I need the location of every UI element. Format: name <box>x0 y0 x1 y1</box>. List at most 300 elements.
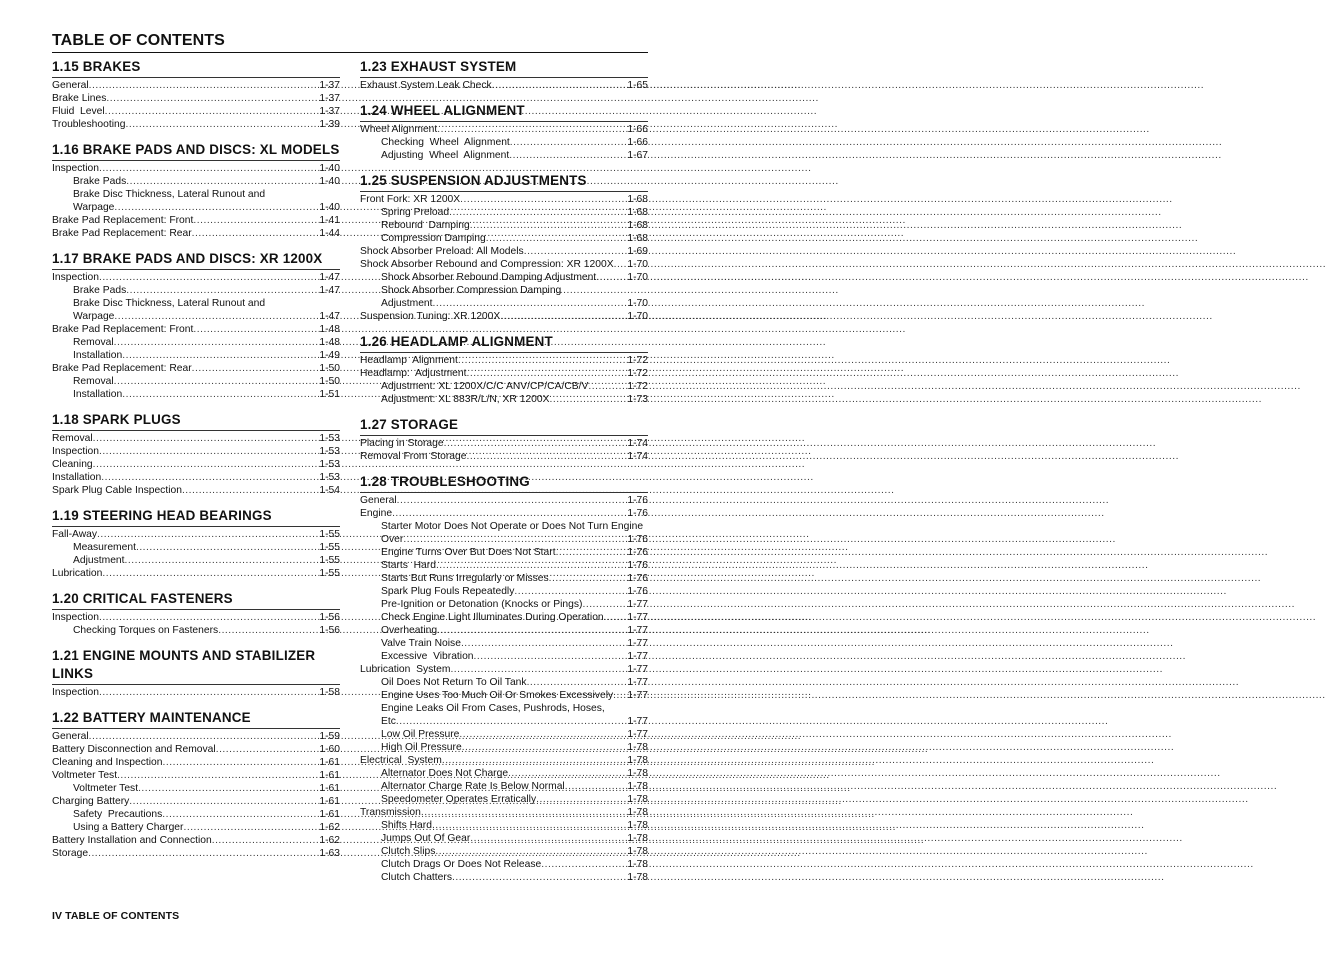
entry-text: Low Oil Pressure <box>381 729 460 740</box>
entry-text: Engine Uses Too Much Oil Or Smokes Excessively <box>381 690 614 701</box>
toc-subentry[interactable] <box>360 585 648 598</box>
toc-subentry[interactable] <box>360 624 648 637</box>
toc-entry[interactable] <box>52 323 340 336</box>
dot-leader <box>460 193 627 206</box>
toc-subentry[interactable] <box>52 297 340 323</box>
dot-leader <box>549 572 628 585</box>
entry-text: Alternator Charge Rate Is Below Normal <box>381 781 565 792</box>
dot-leader <box>458 354 628 367</box>
entry-text: Inspection <box>52 163 99 174</box>
entry-text: Wheel Alignment <box>360 124 438 135</box>
dot-leader <box>462 741 628 754</box>
toc-entry[interactable] <box>360 754 648 767</box>
page-number: 1-68 <box>627 220 648 231</box>
toc-subentry[interactable] <box>360 637 648 650</box>
entry-text: Installation <box>73 350 123 361</box>
dot-leader <box>514 585 627 598</box>
entry-continuation <box>381 715 648 728</box>
toc-subentry[interactable] <box>52 388 340 401</box>
entry-text: Checking Torques on Fasteners <box>73 625 219 636</box>
entry-continuation <box>381 297 648 310</box>
toc-entry[interactable] <box>360 507 648 520</box>
toc-entry[interactable] <box>360 437 648 450</box>
toc-entry[interactable] <box>52 271 340 284</box>
toc-subentry[interactable] <box>360 767 648 780</box>
dot-leader <box>596 271 627 284</box>
toc-subentry[interactable] <box>360 136 648 149</box>
toc-section <box>360 172 648 323</box>
toc-subentry[interactable] <box>52 188 340 214</box>
page-number: 1-70 <box>627 311 648 322</box>
dot-leader <box>604 611 628 624</box>
entry-text: Excessive Vibration <box>381 651 474 662</box>
toc-entry[interactable] <box>360 367 648 380</box>
section-heading: 1.22 BATTERY MAINTENANCE <box>52 710 251 725</box>
toc-entry[interactable] <box>360 310 648 323</box>
dot-leader <box>392 507 627 520</box>
toc-entry[interactable] <box>360 123 648 136</box>
page-number: 1-56 <box>319 612 340 623</box>
entry-list <box>360 435 648 463</box>
entry-text: Valve Train Noise <box>381 638 461 649</box>
entry-text: General <box>360 495 397 506</box>
dot-leader <box>492 79 628 92</box>
entry-text: Fall-Away <box>52 529 98 540</box>
entry-text: Adjusting Wheel Alignment <box>381 150 510 161</box>
dot-leader <box>129 795 319 808</box>
toc-subentry[interactable] <box>360 676 648 689</box>
dot-leader <box>452 871 627 884</box>
page-number: 1-78 <box>627 820 648 831</box>
toc-subentry[interactable] <box>360 546 648 559</box>
toc-section <box>360 333 648 406</box>
entry-text: Installation <box>52 472 102 483</box>
page-number: 1-76 <box>627 586 648 597</box>
toc-subentry[interactable] <box>52 808 340 821</box>
toc-subentry[interactable] <box>360 284 648 310</box>
entry-text: Shock Absorber Compression Damping <box>381 285 562 296</box>
entry-text: Adjustment <box>73 555 125 566</box>
page-number: 1-39 <box>319 119 340 130</box>
toc-entry[interactable] <box>52 432 340 445</box>
entry-text: Battery Installation and Connection <box>52 835 212 846</box>
entry-text: Measurement <box>73 542 136 553</box>
toc-entry[interactable] <box>52 458 340 471</box>
toc-entry[interactable] <box>52 795 340 808</box>
dot-leader <box>396 715 628 728</box>
dot-leader <box>500 310 627 323</box>
toc-subentry[interactable] <box>360 149 648 162</box>
page-number: 1-37 <box>319 80 340 91</box>
page-number: 1-61 <box>319 783 340 794</box>
page-number: 1-73 <box>627 394 648 405</box>
entry-list <box>52 430 340 497</box>
toc-entry[interactable] <box>52 214 340 227</box>
page-number: 1-77 <box>627 729 648 740</box>
toc-entry[interactable] <box>52 756 340 769</box>
entry-text: Cleaning <box>52 459 93 470</box>
entry-text: General <box>52 731 89 742</box>
page-number: 1-66 <box>627 124 648 135</box>
toc-entry[interactable] <box>52 79 340 92</box>
page-number: 1-78 <box>627 833 648 844</box>
toc-entry[interactable] <box>360 258 648 271</box>
page-number: 1-44 <box>319 228 340 239</box>
entry-text: Starter Motor Does Not Operate or Does Not Turn Engine <box>381 521 644 532</box>
toc-entry[interactable] <box>52 769 340 782</box>
page-number: 1-63 <box>319 848 340 859</box>
entry-text: Inspection <box>52 446 99 457</box>
dot-leader <box>114 310 319 323</box>
toc-subentry[interactable] <box>360 572 648 585</box>
section-heading: 1.17 BRAKE PADS AND DISCS: XR 1200X <box>52 251 323 266</box>
page-number: 1-76 <box>627 560 648 571</box>
toc-subentry[interactable] <box>52 349 340 362</box>
toc-subentry[interactable] <box>360 380 648 393</box>
dot-leader <box>421 806 628 819</box>
toc-entry[interactable] <box>52 567 340 580</box>
toc-entry[interactable] <box>360 663 648 676</box>
toc-subentry[interactable] <box>360 650 648 663</box>
page-number: 1-61 <box>319 757 340 768</box>
toc-column-left <box>52 58 340 870</box>
entry-text: High Oil Pressure <box>381 742 462 753</box>
entry-text: Battery Disconnection and Removal <box>52 744 216 755</box>
toc-subentry[interactable] <box>360 845 648 858</box>
dot-leader <box>510 136 628 149</box>
entry-text: Fluid Level <box>52 106 105 117</box>
entry-text: Shock Absorber Rebound Damping Adjustment <box>381 272 597 283</box>
toc-entry[interactable] <box>360 494 648 507</box>
entry-text: Check Engine Light Illuminates During Operation <box>381 612 604 623</box>
page-number: 1-54 <box>319 485 340 496</box>
entry-text: Engine Leaks Oil From Cases, Pushrods, Hoses, <box>381 703 605 714</box>
entry-text: Headlamp Alignment <box>360 355 458 366</box>
entry-list <box>360 352 648 406</box>
toc-section <box>360 58 648 92</box>
toc-entry[interactable] <box>52 362 340 375</box>
toc-subentry[interactable] <box>360 598 648 611</box>
toc-section <box>52 250 340 401</box>
page-number: 1-77 <box>627 599 648 610</box>
entry-text: Engine Turns Over But Does Not Start <box>381 547 556 558</box>
dot-leader <box>470 219 628 232</box>
dot-leader <box>486 232 628 245</box>
page-number: 1-70 <box>627 298 648 309</box>
dot-leader <box>549 393 627 406</box>
toc-subentry[interactable] <box>52 624 340 637</box>
page-number: 1-70 <box>627 259 648 270</box>
toc-subentry[interactable] <box>360 232 648 245</box>
entry-text: Brake Pads <box>73 176 127 187</box>
toc-entry[interactable] <box>52 162 340 175</box>
page-number: 1-78 <box>627 807 648 818</box>
toc-subentry[interactable] <box>360 871 648 884</box>
entry-text: Spark Plug Fouls Repeatedly <box>381 586 515 597</box>
entry-text: Oil Does Not Return To Oil Tank <box>381 677 527 688</box>
toc-subentry[interactable] <box>360 819 648 832</box>
page-number: 1-55 <box>319 529 340 540</box>
toc-entry[interactable] <box>52 686 340 699</box>
toc-subentry[interactable] <box>52 336 340 349</box>
toc-subentry[interactable] <box>52 541 340 554</box>
dot-leader <box>89 730 320 743</box>
toc-entry[interactable] <box>52 118 340 131</box>
entry-text: Jumps Out Of Gear <box>381 833 471 844</box>
page-number: 1-48 <box>319 324 340 335</box>
entry-list <box>52 526 340 580</box>
entry-text: Removal <box>73 376 114 387</box>
dot-leader <box>212 834 320 847</box>
page-number: 1-62 <box>319 822 340 833</box>
dot-leader <box>588 380 627 393</box>
page-number: 1-61 <box>319 796 340 807</box>
toc-subentry[interactable] <box>360 858 648 871</box>
entry-list <box>360 191 648 323</box>
toc-entry[interactable] <box>360 450 648 463</box>
entry-text: Troubleshooting <box>52 119 126 130</box>
entry-text: Brake Pads <box>73 285 127 296</box>
page-number: 1-76 <box>627 547 648 558</box>
toc-subentry[interactable] <box>360 780 648 793</box>
dot-leader <box>613 689 627 702</box>
dot-leader <box>163 756 320 769</box>
toc-entry[interactable] <box>360 79 648 92</box>
page-footer: IV TABLE OF CONTENTS <box>52 910 180 922</box>
entry-text: Rebound Damping <box>381 220 470 231</box>
section-heading: 1.16 BRAKE PADS AND DISCS: XL MODELS <box>52 142 340 157</box>
dot-leader <box>442 754 628 767</box>
entry-list <box>360 492 648 884</box>
entry-text: Clutch Chatters <box>381 872 452 883</box>
entry-text: Lubrication System <box>360 664 451 675</box>
dot-leader <box>527 676 628 689</box>
toc-entry[interactable] <box>52 445 340 458</box>
dot-leader <box>114 375 320 388</box>
dot-leader <box>508 767 627 780</box>
entry-text: Clutch Drags Or Does Not Release <box>381 859 542 870</box>
page-number: 1-78 <box>627 755 648 766</box>
dot-leader <box>436 559 627 572</box>
entry-continuation <box>73 310 340 323</box>
dot-leader <box>125 118 319 131</box>
toc-subentry[interactable] <box>360 832 648 845</box>
toc-subentry[interactable] <box>360 271 648 284</box>
toc-subentry[interactable] <box>360 689 648 702</box>
page-number: 1-77 <box>627 651 648 662</box>
dot-leader <box>192 362 320 375</box>
toc-entry[interactable] <box>360 354 648 367</box>
dot-leader <box>614 258 628 271</box>
dot-leader <box>193 214 319 227</box>
entry-list <box>360 77 648 92</box>
page-number: 1-77 <box>627 664 648 675</box>
page-number: 1-77 <box>627 638 648 649</box>
page-number: 1-72 <box>627 368 648 379</box>
entry-text-continued: Etc <box>381 716 396 727</box>
toc-entry[interactable] <box>52 847 340 860</box>
dot-leader <box>524 245 628 258</box>
entry-text: Electrical System <box>360 755 442 766</box>
section-heading: 1.23 EXHAUST SYSTEM <box>360 59 517 74</box>
toc-entry[interactable] <box>360 193 648 206</box>
entry-text: Brake Disc Thickness, Lateral Runout and <box>73 298 266 309</box>
entry-text: Brake Pad Replacement: Rear <box>52 363 192 374</box>
toc-subentry[interactable] <box>360 728 648 741</box>
dot-leader <box>99 611 319 624</box>
toc-subentry[interactable] <box>360 741 648 754</box>
section-heading: 1.28 TROUBLESHOOTING <box>360 474 530 489</box>
page-number: 1-74 <box>627 438 648 449</box>
entry-text: Adjustment: XL 1200X/C/C ANV/CP/CA/CB/V <box>381 381 589 392</box>
entry-list <box>52 160 340 240</box>
entry-text: Removal <box>52 433 93 444</box>
entry-text: Storage <box>52 848 89 859</box>
dot-leader <box>565 780 628 793</box>
toc-entry[interactable] <box>52 730 340 743</box>
toc-section <box>360 416 648 463</box>
dot-leader <box>582 598 627 611</box>
page-number: 1-50 <box>319 363 340 374</box>
dot-leader <box>437 624 627 637</box>
entry-text: Charging Battery <box>52 796 130 807</box>
entry-list <box>360 121 648 162</box>
entry-text: Brake Pad Replacement: Front <box>52 324 194 335</box>
page-number: 1-77 <box>627 625 648 636</box>
toc-subentry[interactable] <box>360 793 648 806</box>
toc-subentry[interactable] <box>360 559 648 572</box>
dot-leader <box>101 471 319 484</box>
page-number: 1-76 <box>627 573 648 584</box>
page-number: 1-77 <box>627 690 648 701</box>
dot-leader <box>192 227 320 240</box>
page-number: 1-68 <box>627 194 648 205</box>
page-number: 1-69 <box>627 246 648 257</box>
dot-leader <box>449 206 627 219</box>
dot-leader <box>403 533 627 546</box>
page-number: 1-47 <box>319 272 340 283</box>
toc-entry[interactable] <box>52 105 340 118</box>
dot-leader <box>99 686 319 699</box>
toc-entry[interactable] <box>360 806 648 819</box>
dot-leader <box>474 650 628 663</box>
dot-leader <box>433 297 628 310</box>
entry-text: Adjustment: XL 883R/L/N, XR 1200X <box>381 394 550 405</box>
dot-leader <box>556 546 628 559</box>
toc-entry[interactable] <box>52 743 340 756</box>
entry-text: Starts Hard <box>381 560 436 571</box>
dot-leader <box>536 793 627 806</box>
entry-list <box>52 609 340 637</box>
dot-leader <box>102 567 319 580</box>
toc-section <box>52 507 340 580</box>
toc-subentry[interactable] <box>360 219 648 232</box>
page-number: 1-76 <box>627 508 648 519</box>
entry-text-continued: Warpage <box>73 202 115 213</box>
dot-leader <box>126 284 319 297</box>
toc-subentry[interactable] <box>360 206 648 219</box>
toc-entry[interactable] <box>52 528 340 541</box>
toc-entry[interactable] <box>52 611 340 624</box>
toc-section <box>360 473 648 884</box>
entry-text: Lubrication <box>52 568 103 579</box>
page-number: 1-78 <box>627 872 648 883</box>
page-number: 1-48 <box>319 337 340 348</box>
page-number: 1-55 <box>319 555 340 566</box>
entry-text: Shock Absorber Rebound and Compression: XR 1200X <box>360 259 614 270</box>
dot-leader <box>125 554 320 567</box>
entry-text: Exhaust System Leak Check <box>360 80 492 91</box>
dot-leader <box>105 105 320 118</box>
page-number: 1-55 <box>319 568 340 579</box>
dot-leader <box>541 858 627 871</box>
toc-subentry[interactable] <box>52 782 340 795</box>
section-heading: 1.25 SUSPENSION ADJUSTMENTS <box>360 173 587 188</box>
dot-leader <box>106 92 319 105</box>
toc-entry[interactable] <box>52 92 340 105</box>
toc-entry[interactable] <box>360 245 648 258</box>
toc-column-right <box>360 58 648 894</box>
toc-entry[interactable] <box>52 834 340 847</box>
entry-text: Brake Pad Replacement: Rear <box>52 228 192 239</box>
page-number: 1-53 <box>319 433 340 444</box>
dot-leader <box>162 808 319 821</box>
toc-subentry[interactable] <box>52 554 340 567</box>
entry-text: Headlamp: Adjustment <box>360 368 467 379</box>
toc-subentry[interactable] <box>360 520 648 546</box>
dot-leader <box>437 123 627 136</box>
dot-leader <box>138 782 319 795</box>
page-title: TABLE OF CONTENTS <box>52 31 648 53</box>
toc-subentry[interactable] <box>52 375 340 388</box>
dot-leader <box>93 458 320 471</box>
toc-subentry[interactable] <box>360 611 648 624</box>
entry-text: Removal From Storage <box>360 451 467 462</box>
page-number: 1-78 <box>627 768 648 779</box>
page-number: 1-51 <box>319 389 340 400</box>
dot-leader <box>182 484 319 497</box>
section-heading: 1.20 CRITICAL FASTENERS <box>52 591 233 606</box>
entry-text: Cleaning and Inspection <box>52 757 163 768</box>
page-number: 1-78 <box>627 781 648 792</box>
toc-subentry[interactable] <box>360 393 648 406</box>
dot-leader <box>444 437 628 450</box>
entry-text: Shock Absorber Preload: All Models <box>360 246 524 257</box>
entry-text: Inspection <box>52 687 99 698</box>
entry-text: Suspension Tuning: XR 1200X <box>360 311 501 322</box>
dot-leader <box>114 201 319 214</box>
section-heading: 1.26 HEADLAMP ALIGNMENT <box>360 334 553 349</box>
page-number: 1-47 <box>319 285 340 296</box>
page-number: 1-60 <box>319 744 340 755</box>
toc-subentry[interactable] <box>52 821 340 834</box>
toc-section <box>52 411 340 497</box>
toc-entry[interactable] <box>52 484 340 497</box>
entry-text-continued: Adjustment <box>381 298 433 309</box>
entry-text: Placing in Storage <box>360 438 444 449</box>
entry-text: Alternator Does Not Charge <box>381 768 509 779</box>
toc-subentry[interactable] <box>360 702 648 728</box>
toc-entry[interactable] <box>52 227 340 240</box>
toc-subentry[interactable] <box>52 175 340 188</box>
toc-subentry[interactable] <box>52 284 340 297</box>
entry-text: Safety Precautions <box>73 809 163 820</box>
dot-leader <box>432 819 627 832</box>
toc-entry[interactable] <box>52 471 340 484</box>
page-number: 1-68 <box>627 207 648 218</box>
page-number: 1-53 <box>319 459 340 470</box>
dot-leader <box>193 323 319 336</box>
